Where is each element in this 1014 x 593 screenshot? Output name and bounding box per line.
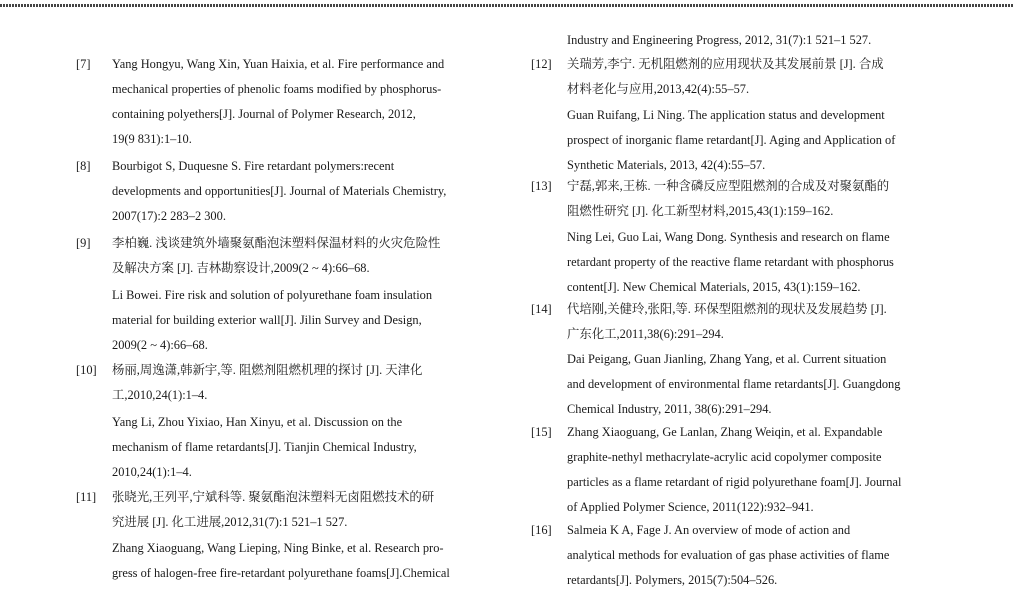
reference-number: [9] xyxy=(76,236,91,250)
reference-line: 李柏巍. 浅谈建筑外墙聚氨酯泡沫塑料保温材料的火灾危险性 xyxy=(112,236,441,250)
reference-line: Zhang Xiaoguang, Wang Lieping, Ning Binke, et al. Research pro- xyxy=(112,541,444,555)
reference-line: Industry and Engineering Progress, 2012, 31(7):1 521–1 527. xyxy=(567,33,872,47)
reference-number: [8] xyxy=(76,159,91,173)
reference-line: analytical methods for evaluation of gas phase activities of flame xyxy=(567,548,890,562)
reference-line: Guan Ruifang, Li Ning. The application status and development xyxy=(567,108,885,122)
reference-line: Yang Hongyu, Wang Xin, Yuan Haixia, et al. Fire performance and xyxy=(112,57,445,71)
reference-number: [11] xyxy=(76,490,97,504)
reference-line: 究进展 [J]. 化工进展,2012,31(7):1 521–1 527. xyxy=(112,515,348,529)
top-border-rule xyxy=(0,4,1014,7)
reference-line: retardants[J]. Polymers, 2015(7):504–526. xyxy=(567,573,778,587)
reference-line: 张晓光,王列平,宁斌科等. 聚氨酯泡沫塑料无卤阻燃技术的研 xyxy=(112,490,435,504)
reference-number: [16] xyxy=(531,523,552,537)
reference-line: 19(9 831):1–10. xyxy=(112,132,192,146)
reference-line: 广东化工,2011,38(6):291–294. xyxy=(567,327,724,341)
reference-line: 2009(2 ~ 4):66–68. xyxy=(112,338,208,352)
reference-number: [10] xyxy=(76,363,97,377)
reference-line: gress of halogen-free fire-retardant polyurethane foams[J].Chemical xyxy=(112,566,450,580)
reference-line: content[J]. New Chemical Materials, 2015, 43(1):159–162. xyxy=(567,280,861,294)
reference-line: Salmeia K A, Fage J. An overview of mode of action and xyxy=(567,523,851,537)
reference-number: [7] xyxy=(76,57,91,71)
reference-line: 材料老化与应用,2013,42(4):55–57. xyxy=(567,82,750,96)
reference-line: 宁磊,郭来,王栋. 一种含磷反应型阻燃剂的合成及对聚氨酯的 xyxy=(567,179,890,193)
reference-number: [13] xyxy=(531,179,552,193)
reference-line: graphite-nethyl methacrylate-acrylic acid copolymer composite xyxy=(567,450,882,464)
reference-line: 阻燃性研究 [J]. 化工新型材料,2015,43(1):159–162. xyxy=(567,204,834,218)
reference-line: 关瑞芳,李宁. 无机阻燃剂的应用现状及其发展前景 [J]. 合成 xyxy=(567,57,884,71)
reference-line: particles as a flame retardant of rigid polyurethane foam[J]. Journal xyxy=(567,475,902,489)
reference-line: Synthetic Materials, 2013, 42(4):55–57. xyxy=(567,158,766,172)
reference-line: Chemical Industry, 2011, 38(6):291–294. xyxy=(567,402,772,416)
reference-line: material for building exterior wall[J]. Jilin Survey and Design, xyxy=(112,313,422,327)
reference-line: Yang Li, Zhou Yixiao, Han Xinyu, et al. Discussion on the xyxy=(112,415,403,429)
reference-line: Dai Peigang, Guan Jianling, Zhang Yang, et al. Current situation xyxy=(567,352,887,366)
reference-line: 及解决方案 [J]. 吉林勘察设计,2009(2 ~ 4):66–68. xyxy=(112,261,370,275)
reference-line: prospect of inorganic flame retardant[J]. Aging and Application of xyxy=(567,133,896,147)
reference-line: 杨丽,周逸潇,韩新宇,等. 阻燃剂阻燃机理的探讨 [J]. 天津化 xyxy=(112,363,423,377)
reference-line: Bourbigot S, Duquesne S. Fire retardant polymers:recent xyxy=(112,159,395,173)
reference-line: Ning Lei, Guo Lai, Wang Dong. Synthesis and research on flame xyxy=(567,230,890,244)
reference-line: 代培刚,关健玲,张阳,等. 环保型阻燃剂的现状及发展趋势 [J]. xyxy=(567,302,887,316)
reference-line: mechanism of flame retardants[J]. Tianjin Chemical Industry, xyxy=(112,440,417,454)
reference-line: 2007(17):2 283–2 300. xyxy=(112,209,226,223)
reference-line: Li Bowei. Fire risk and solution of polyurethane foam insulation xyxy=(112,288,433,302)
reference-line: containing polyethers[J]. Journal of Polymer Research, 2012, xyxy=(112,107,416,121)
reference-line: mechanical properties of phenolic foams modified by phosphorus- xyxy=(112,82,442,96)
reference-line: and development of environmental flame retardants[J]. Guangdong xyxy=(567,377,901,391)
reference-number: [12] xyxy=(531,57,552,71)
reference-line: developments and opportunities[J]. Journal of Materials Chemistry, xyxy=(112,184,447,198)
reference-number: [15] xyxy=(531,425,552,439)
reference-line: of Applied Polymer Science, 2011(122):932–941. xyxy=(567,500,814,514)
reference-line: retardant property of the reactive flame retardant with phosphorus xyxy=(567,255,894,269)
reference-line: Zhang Xiaoguang, Ge Lanlan, Zhang Weiqin, et al. Expandable xyxy=(567,425,883,439)
reference-number: [14] xyxy=(531,302,552,316)
reference-line: 2010,24(1):1–4. xyxy=(112,465,192,479)
reference-line: 工,2010,24(1):1–4. xyxy=(112,388,208,402)
